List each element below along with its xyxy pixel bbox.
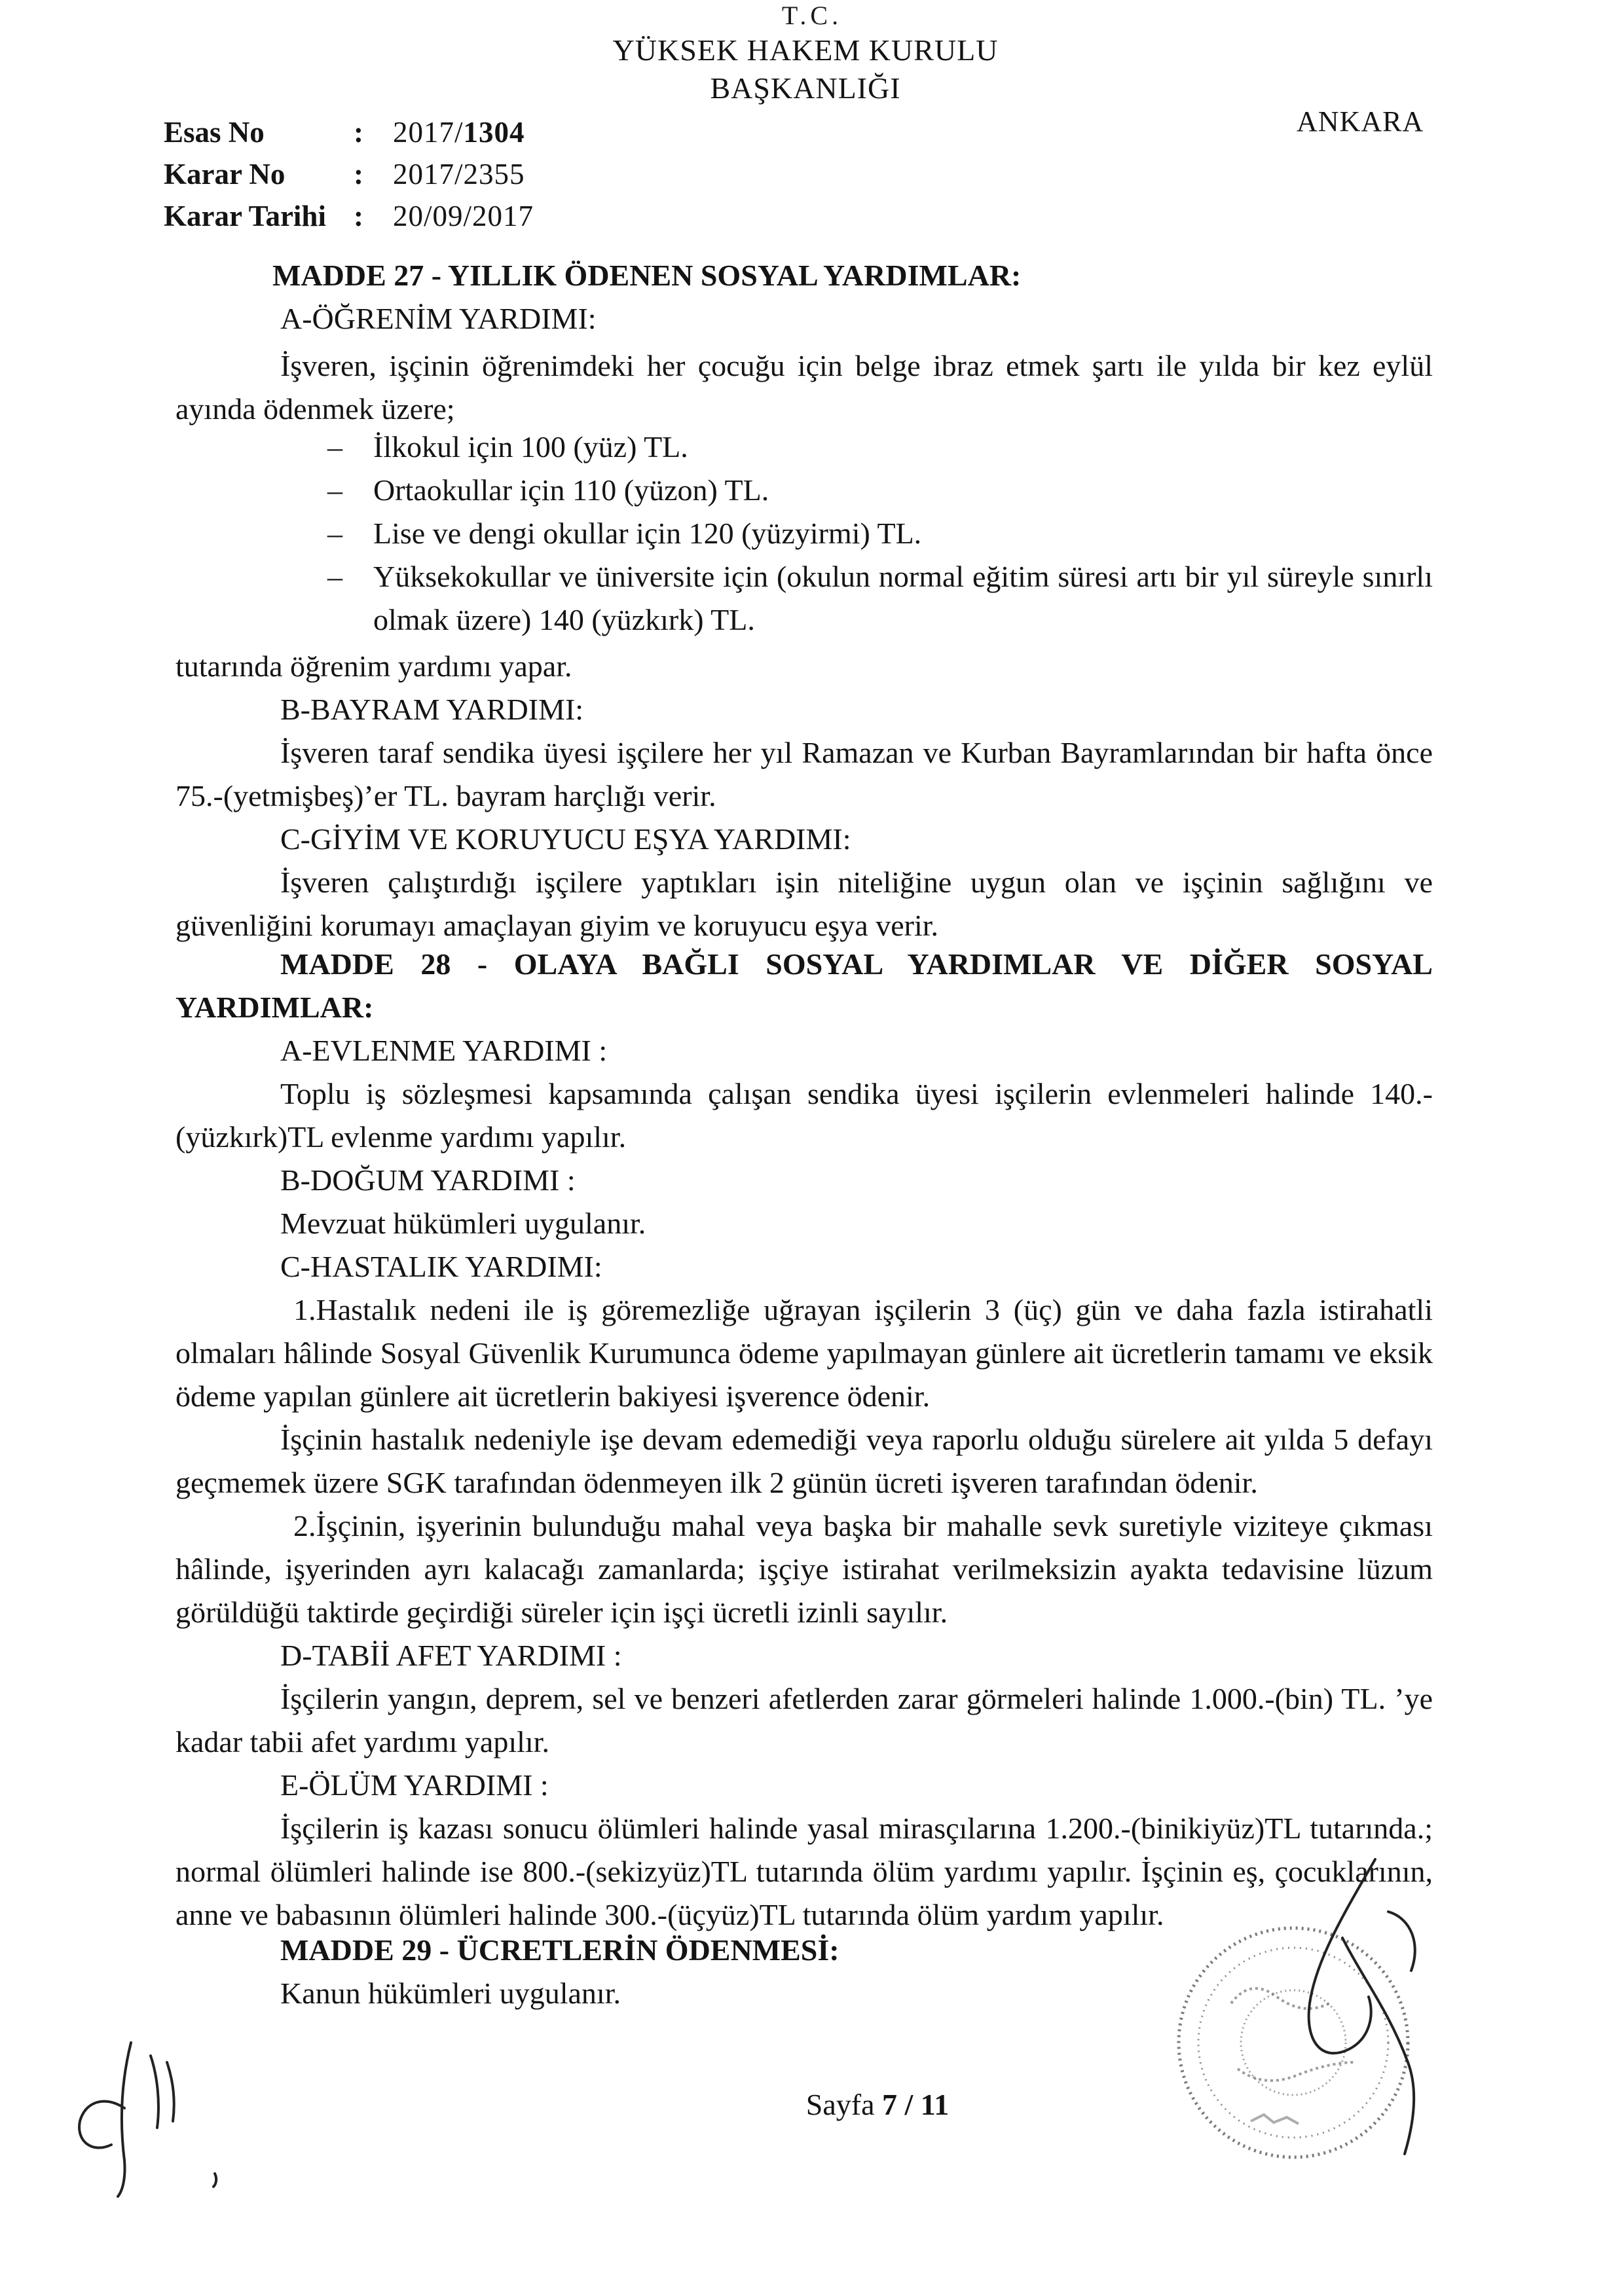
giyim-title: C-GİYİM VE KORUYUCU EŞYA YARDIMI: — [280, 822, 851, 856]
colon: : — [354, 116, 363, 149]
dogum-title: B-DOĞUM YARDIMI : — [280, 1163, 576, 1197]
tarih-label: Karar Tarihi — [164, 200, 326, 232]
bayram-title: B-BAYRAM YARDIMI: — [280, 693, 584, 726]
page-prefix: Sayfa — [805, 2088, 882, 2121]
dash-icon: – — [327, 473, 342, 507]
madde-27-heading: MADDE 27 - YILLIK ÖDENEN SOSYAL YARDIMLAR: — [272, 259, 1022, 292]
esas-label: Esas No — [164, 116, 265, 149]
ogrenim-intro: İşveren, işçinin öğrenimdeki her çocuğu için belge ibraz etmek şartı ile yılda bir kez eylül ayında ödenmek üzere; — [175, 349, 1433, 426]
list-item-text: İlkokul için 100 (yüz) TL. — [373, 430, 688, 464]
esas-row — [164, 111, 534, 153]
madde-28-heading: MADDE 28 - OLAYA BAĞLI SOSYAL YARDIMLAR VE DİĞER SOSYAL YARDIMLAR: — [175, 947, 1433, 1024]
list-item-text: Lise ve dengi okullar için 120 (yüzyirmi) TL. — [373, 517, 922, 550]
list-item — [327, 512, 1433, 555]
initials-signature-icon — [26, 2030, 223, 2200]
karar-value: 2017/2355 — [393, 158, 525, 191]
karar-label: Karar No — [164, 158, 286, 191]
madde-28 — [175, 943, 1433, 1937]
list-item — [327, 469, 1433, 512]
hastalik-p3: 2.İşçinin, işyerinin bulunduğu mahal veya başka bir mahalle sevk suretiyle viziteye çıkması hâlinde, işyerinden ayrı kalacağı zamanlarda; işçiye istirahat verilmeksizin ayakta tedavisine lüzum görüldüğü taktirde geçirdiği süreler için işçi ücretli izinli sayılır. — [175, 1509, 1433, 1629]
karar-row — [164, 153, 534, 195]
issuing-authority — [524, 31, 1087, 107]
authority-line-1: YÜKSEK HAKEM KURULU — [612, 33, 999, 67]
colon: : — [354, 158, 363, 191]
ogrenim-title: A-ÖĞRENİM YARDIMI: — [280, 302, 597, 335]
afet-title: D-TABİİ AFET YARDIMI : — [280, 1639, 622, 1672]
hastalik-title: C-HASTALIK YARDIMI: — [280, 1250, 602, 1283]
tarih-value: 20/09/2017 — [393, 200, 534, 232]
colon: : — [354, 200, 363, 232]
republic-abbrev: T.C. — [781, 1, 843, 30]
page-separator: / — [897, 2088, 921, 2121]
hastalik-p2: İşçinin hastalık nedeniyle işe devam edemediği veya raporlu olduğu sürelere ait yılda 5 defayı geçmemek üzere SGK tarafından ödenmeyen ilk 2 günün ücreti işveren tarafından ödenir. — [175, 1423, 1433, 1499]
city: ANKARA — [1297, 105, 1424, 137]
dash-icon: – — [327, 517, 342, 550]
dash-icon: – — [327, 560, 342, 593]
madde-27-rest — [175, 645, 1433, 947]
esas-value-number: 1304 — [463, 116, 525, 149]
case-metadata — [164, 111, 534, 237]
madde-29-heading: MADDE 29 - ÜCRETLERİN ÖDENMESİ: — [280, 1933, 840, 1967]
hastalik-p1: 1.Hastalık nedeni ile iş göremezliğe uğrayan işçilerin 3 (üç) gün ve daha fazla istirahatli olmaları hâlinde Sosyal Güvenlik Kurumunca ödeme yapılmayan günlere ait ücretlerin tamamı ve eksik ödeme yapılan günlere ait ücretlerin bakiyesi işverence ödenir. — [175, 1293, 1433, 1413]
official-seal-icon — [1153, 1846, 1454, 2187]
giyim-text: İşveren çalıştırdığı işçilere yaptıkları işin niteliğine uygun olan ve işçinin sağlığını ve güvenliğini korumayı amaçlayan giyim ve koruyucu eşya verir. — [175, 866, 1433, 942]
list-item-text: Ortaokullar için 110 (yüzon) TL. — [373, 473, 769, 507]
esas-value — [393, 111, 525, 153]
evlenme-text: Toplu iş sözleşmesi kapsamında çalışan sendika üyesi işçilerin evlenmeleri halinde 140.-(yüzkırk)TL evlenme yardımı yapılır. — [175, 1077, 1433, 1154]
olum-title: E-ÖLÜM YARDIMI : — [280, 1768, 549, 1802]
dash-icon: – — [327, 430, 342, 464]
page-total: 11 — [920, 2088, 950, 2121]
esas-value-prefix: 2017/ — [393, 116, 464, 149]
evlenme-title: A-EVLENME YARDIMI : — [280, 1034, 608, 1067]
olum-text: İşçilerin iş kazası sonucu ölümleri halinde yasal mirasçılarına 1.200.-(binikiyüz)TL tutarında.; normal ölümleri halinde ise 800.-(sekizyüz)TL tutarında ölüm yardımı yapılır. İşçinin eş, çocuklarının, anne ve babasının ölümleri halinde 300.-(üçyüz)TL tutarında ölüm yardım yapılır. — [175, 1812, 1433, 1931]
list-item — [327, 555, 1433, 642]
tarih-row — [164, 195, 534, 237]
page-number — [720, 2087, 1035, 2122]
madde-29-text: Kanun hükümleri uygulanır. — [280, 1977, 621, 2010]
bayram-text: İşveren taraf sendika üyesi işçilere her yıl Ramazan ve Kurban Bayramlarından bir hafta önce 75.-(yetmişbeş)’er TL. bayram harçlığı verir. — [175, 736, 1433, 812]
afet-text: İşçilerin yangın, deprem, sel ve benzeri afetlerden zarar görmeleri halinde 1.000.-(bin) TL. ’ye kadar tabii afet yardımı yapılır. — [175, 1682, 1433, 1758]
ogrenim-outro: tutarında öğrenim yardımı yapar. — [175, 649, 572, 683]
madde-27-top — [175, 254, 1433, 431]
list-item — [327, 426, 1433, 469]
list-item-text: Yüksekokullar ve üniversite için (okulun normal eğitim süresi artı bir yıl süreyle sınırlı olmak üzere) 140 (yüzkırk) TL. — [373, 560, 1433, 636]
dogum-text: Mevzuat hükümleri uygulanır. — [280, 1207, 646, 1240]
ogrenim-list — [327, 426, 1433, 642]
authority-line-2: BAŞKANLIĞI — [710, 71, 901, 105]
page-current: 7 — [882, 2088, 897, 2121]
